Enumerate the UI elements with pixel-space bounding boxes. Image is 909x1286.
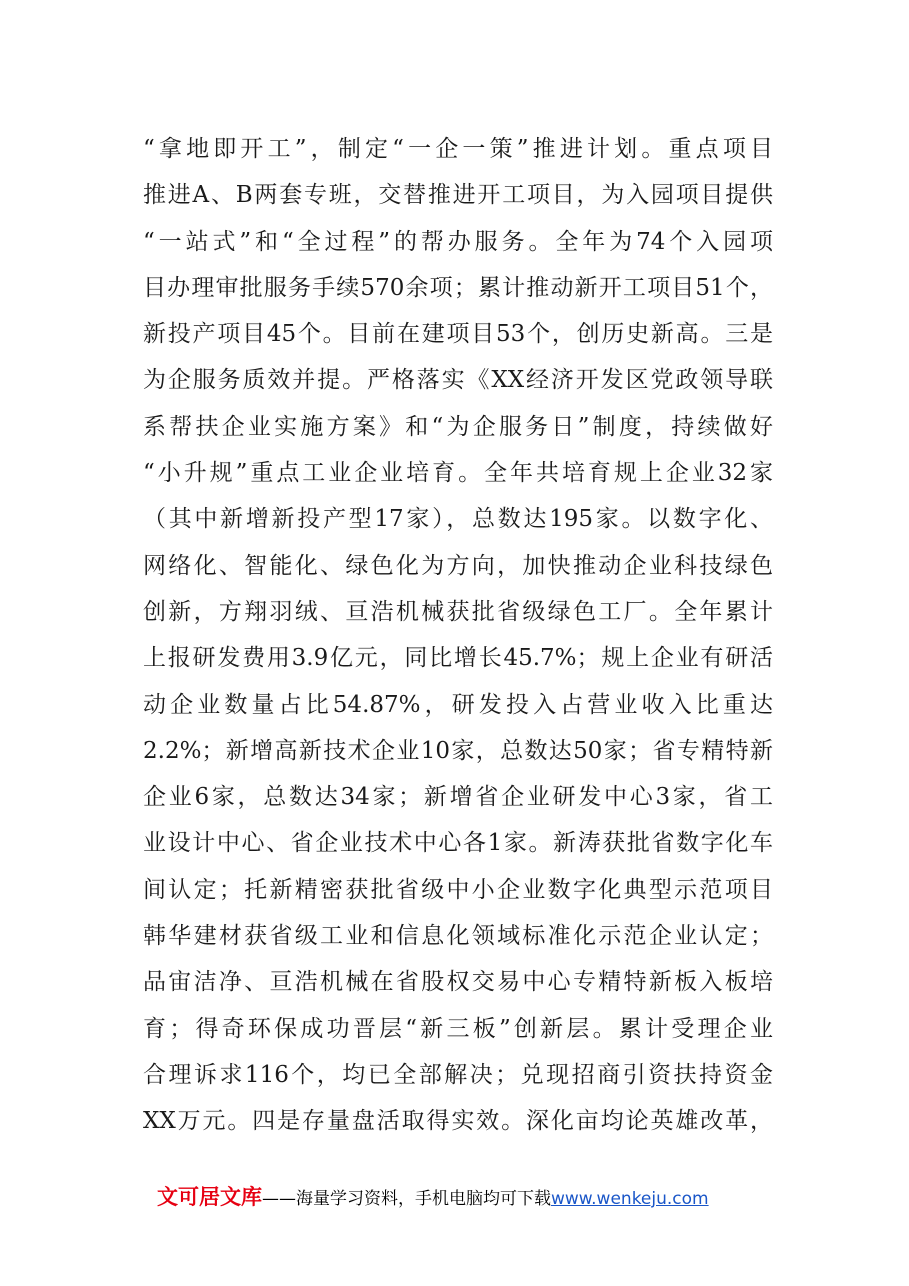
text-line: （其中新增新投产型17家），总数达195家。以数字化、 — [143, 506, 773, 533]
text-line: 为企服务质效并提。严格落实《XX经济开发区党政领导联 — [143, 367, 773, 394]
text-line: 目办理审批服务手续570余项；累计推动新开工项目51个， — [143, 274, 773, 301]
text-line: 业设计中心、省企业技术中心各1家。新涛获批省数字化车 — [143, 830, 773, 857]
text-line: 企业6家，总数达34家；新增省企业研发中心3家，省工 — [143, 784, 773, 811]
text-line: 上报研发费用3.9亿元，同比增长45.7%；规上企业有研活 — [143, 645, 773, 672]
text-line: 合理诉求116个，均已全部解决；兑现招商引资扶持资金 — [143, 1061, 773, 1088]
text-line: 系帮扶企业实施方案》和“为企服务日”制度，持续做好 — [143, 413, 773, 440]
text-line: “一站式”和“全过程”的帮办服务。全年为74个入园项 — [143, 228, 773, 255]
text-line: 动企业数量占比54.87%，研发投入占营业收入比重达 — [143, 691, 773, 718]
text-line: 韩华建材获省级工业和信息化领域标准化示范企业认定； — [143, 923, 773, 950]
brand-name: 文可居文库 — [157, 1185, 262, 1209]
footer-slogan: ——海量学习资料，手机电脑均可下载 — [262, 1189, 551, 1209]
website-link[interactable]: www.wenkeju.com — [551, 1189, 709, 1209]
footer-banner — [157, 1180, 777, 1214]
text-line: 新投产项目45个。目前在建项目53个，创历史新高。三是 — [143, 321, 773, 348]
text-line: XX万元。四是存量盘活取得实效。深化亩均论英雄改革， — [143, 1108, 773, 1135]
text-line: 网络化、智能化、绿色化为方向，加快推动企业科技绿色 — [143, 552, 773, 579]
text-line: 品宙洁净、亘浩机械在省股权交易中心专精特新板入板培 — [143, 969, 773, 996]
text-line: 间认定；托新精密获批省级中小企业数字化典型示范项目 — [143, 876, 773, 903]
text-line: “拿地即开工”，制定“一企一策”推进计划。重点项目 — [143, 136, 773, 162]
text-line: “小升规”重点工业企业培育。全年共培育规上企业32家 — [143, 460, 773, 487]
text-line: 创新，方翔羽绒、亘浩机械获批省级绿色工厂。全年累计 — [143, 598, 773, 625]
text-line: 育；得奇环保成功晋层“新三板”创新层。累计受理企业 — [143, 1015, 773, 1042]
body-text — [143, 126, 773, 1145]
text-line: 2.2%；新增高新技术企业10家，总数达50家；省专精特新 — [143, 737, 773, 764]
text-line: 推进A、B两套专班，交替推进开工项目，为入园项目提供 — [143, 182, 773, 209]
